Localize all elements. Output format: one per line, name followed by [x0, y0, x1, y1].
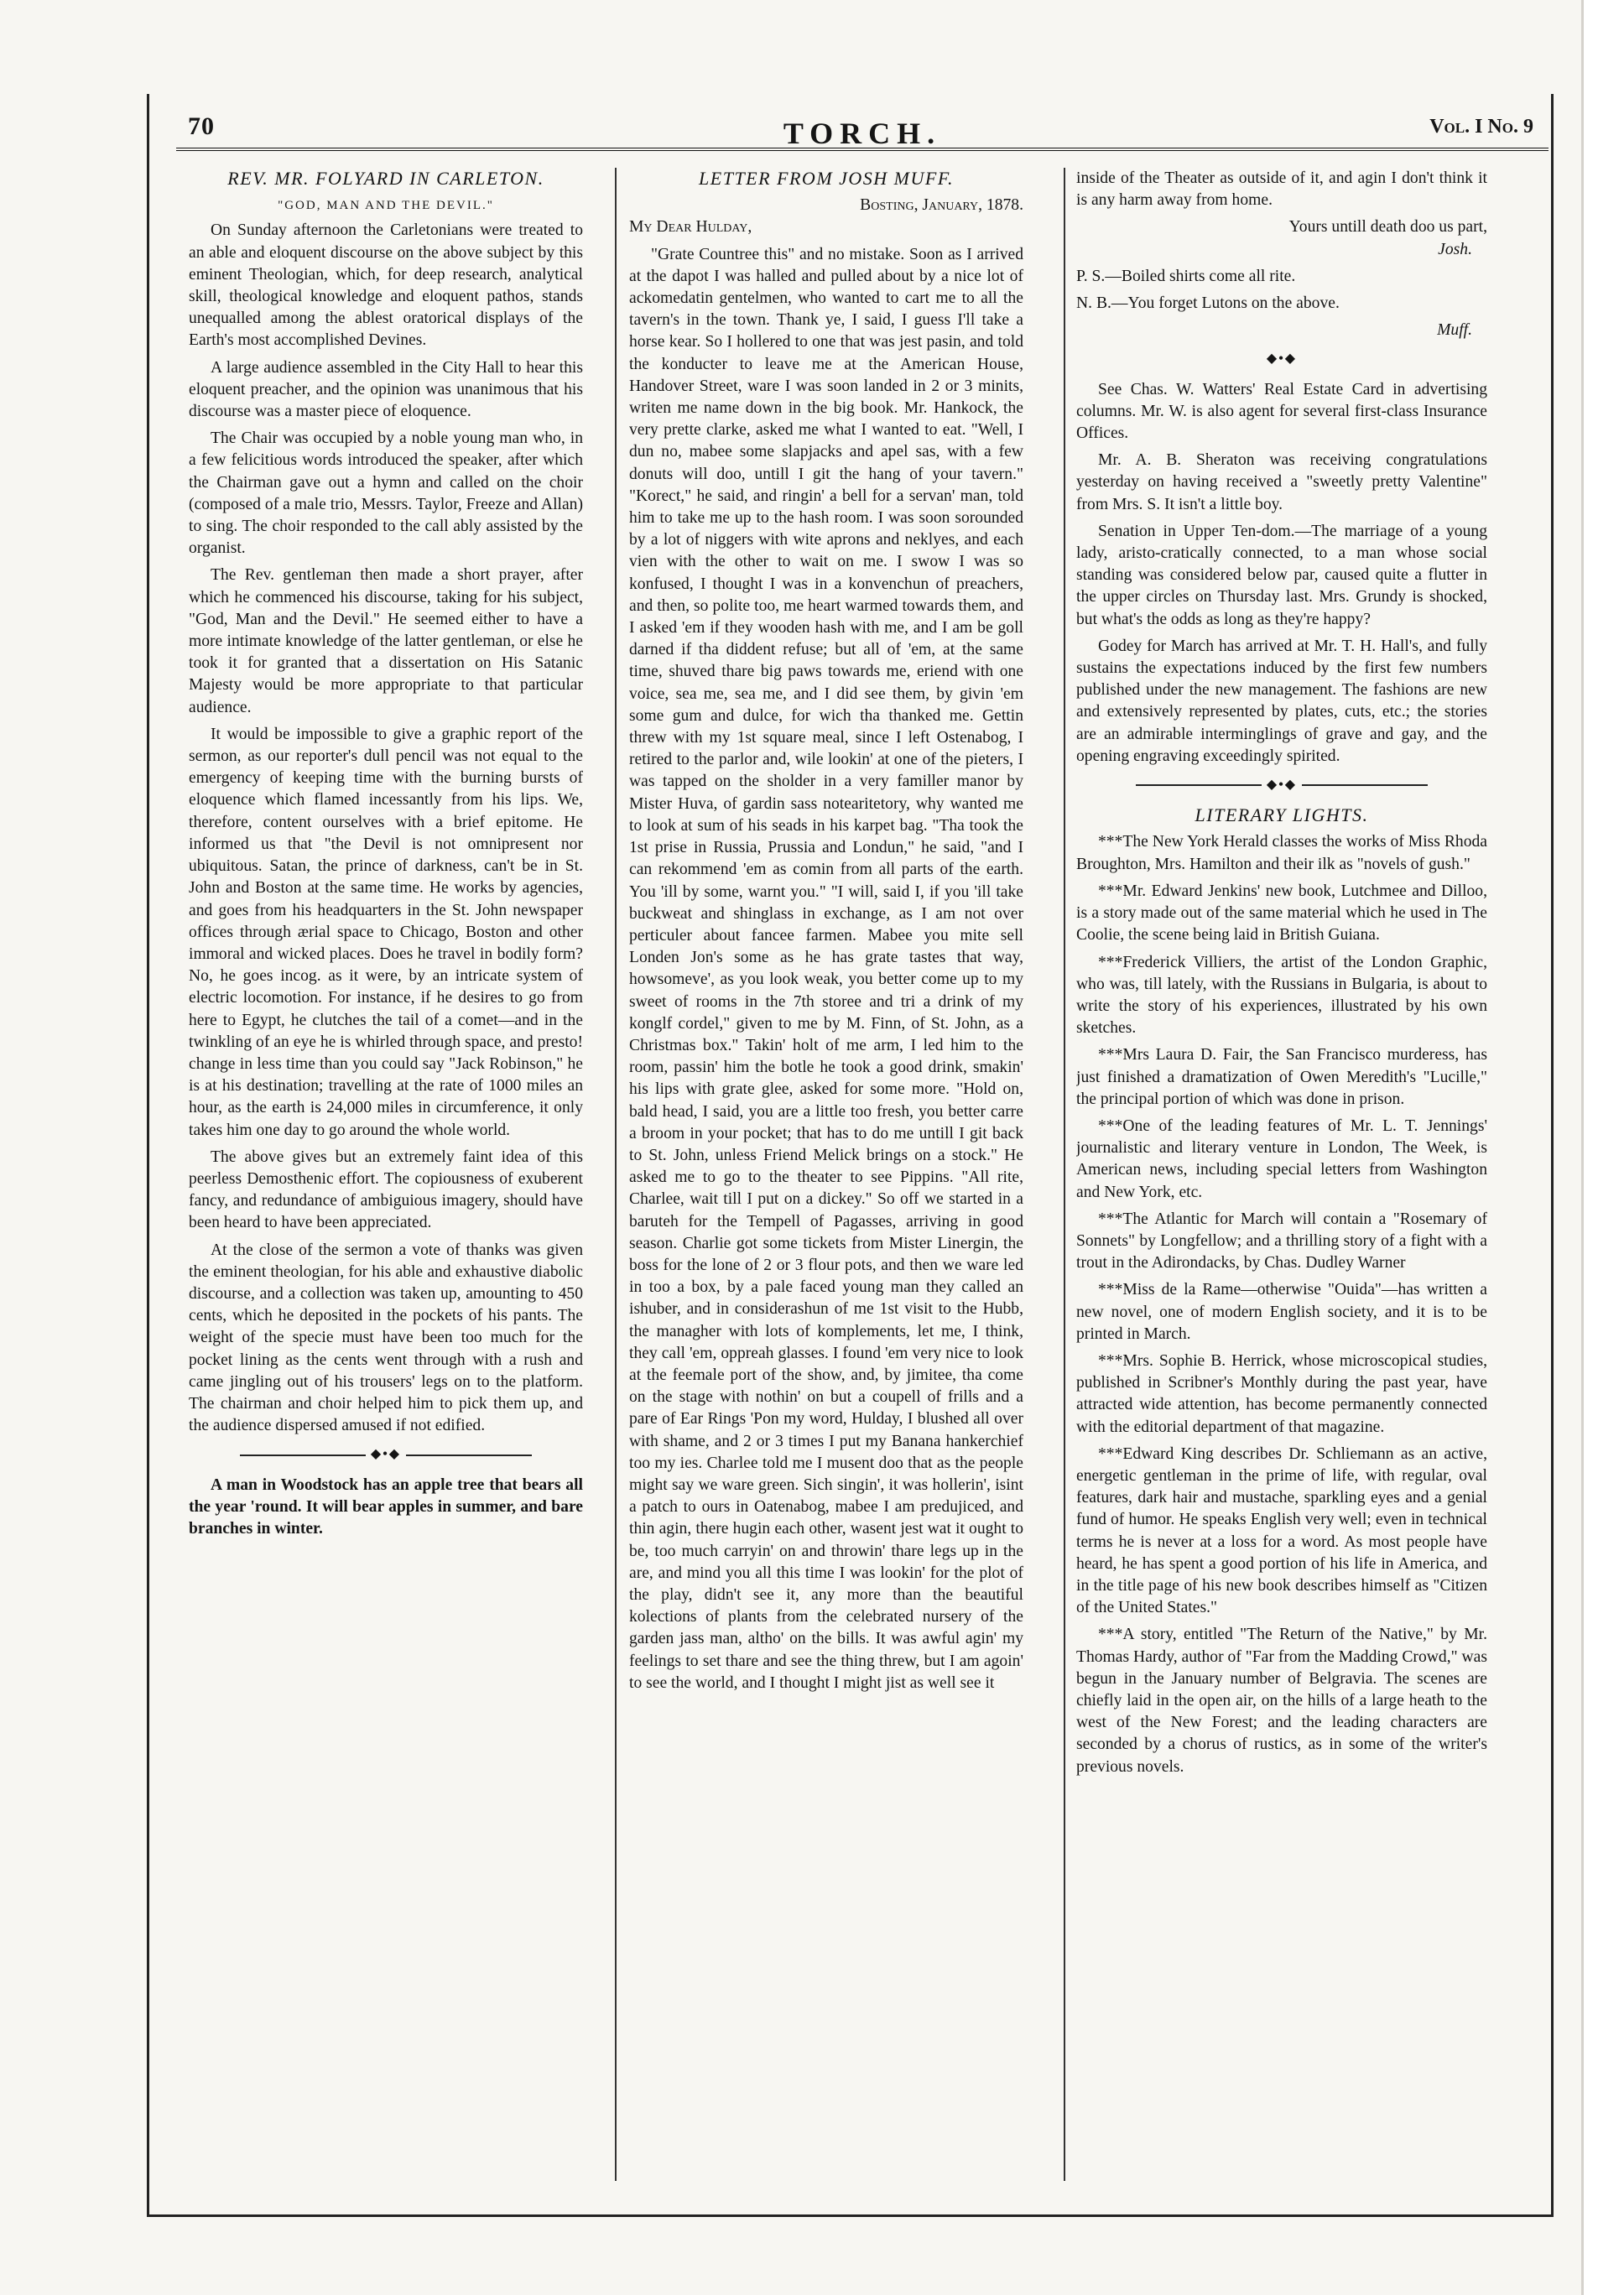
- salutation: My Dear Hulday,: [629, 218, 752, 237]
- paragraph: The above gives but an extremely faint idea of this peerless Demosthenic effort. The copiousness of exuberent fancy, and redundance of ambiguious imagery, should have been heard to have been appreciated.: [189, 1148, 583, 1232]
- woodstock-item: A man in Woodstock has an apple tree that bears all the year 'round. It will bear apples in summer, and bare branches in winter.: [189, 1475, 583, 1538]
- paragraph: At the close of the sermon a vote of thanks was given the eminent theologian, for his able and exhaustive diabolic discourse, and a collection was taken up, amounting to 450 cents, which he deposited in the pockets of his pants. The weight of the specie must have been too much for the pocket lining as the cents went through with a rush and came jingling out of his trousers' legs on to the platform. The chairman and choir helped him to pick them up, and the audience dispersed amused if not edified.: [189, 1241, 583, 1435]
- column-rule-1: [615, 168, 617, 2181]
- ornament-divider: ◆•◆: [189, 1444, 583, 1465]
- column-1: [189, 168, 583, 2189]
- notice: Senation in Upper Ten-dom.—The marriage of a young lady, aristo-cratically connected, to a man whose social standing was considered below par, caused quite a flutter in the upper circles on Thursday last. Mrs. Grundy is shocked, but what's the odds as long as they're happy?: [1076, 522, 1487, 628]
- article-subtitle: "GOD, MAN AND THE DEVIL.": [278, 199, 494, 213]
- article-title-josh-muff: LETTER FROM JOSH MUFF.: [699, 168, 954, 189]
- masthead: [176, 107, 1549, 151]
- paragraph: It would be impossible to give a graphic report of the sermon, as our reporter's dull pencil was not equal to the emergency of keeping time with the burning bursts of eloquence which flamed incessantly from his lips. We, therefore, content ourselves with a brief epitome. He informed us that "the Devil is not omnipresent nor ubiquitous. Satan, the prince of darkness, can't be in St. John and Boston at the same time. He works by agencies, and goes from his headquarters in the St. John newspaper offices through ærial space to Chicago, Boston and other immoral and wicked places. Does he travel in bodily form? No, he goes incog. as it were, by an intricate system of electric locomotion. For instance, if he desires to go from here to Egypt, he clutches the tail of a comet—and in the twinkling of an eye he is whirled through space, and presto! change in less time than you could say "Jack Robinson," he is at his destination; travelling at the rate of 1000 miles an hour, as the earth is 24,000 miles in circumference, it only takes him one day to go around the whole world.: [189, 725, 583, 1139]
- notice: Mr. A. B. Sheraton was receiving congratulations yesterday on having received a "sweetly pretty Valentine" from Mrs. S. It isn't a little boy.: [1076, 451, 1487, 513]
- literary-lights-title: LITERARY LIGHTS.: [1195, 804, 1369, 826]
- literary-item: ***One of the leading features of Mr. L. T. Jennings' journalistic and literary venture in London, The Week, is American news, including special letters from Washington and New York, etc.: [1076, 1116, 1487, 1201]
- scan-edge: [1581, 0, 1624, 2295]
- paragraph: The Chair was occupied by a noble young man who, in a few felicitious words introduced the speaker, after which the Chairman gave out a hymn and called on the choir (composed of a male trio, Messrs. Taylor, Freeze and Allan) to sing. The choir responded to the call ably assisted by the organist.: [189, 429, 583, 558]
- paper-title: TORCH.: [783, 117, 942, 150]
- nota-bene: N. B.—You forget Lutons on the above.: [1076, 294, 1340, 313]
- signature: Josh.: [1438, 240, 1472, 258]
- literary-item: ***Frederick Villiers, the artist of the London Graphic, who was, till lately, with the Russians in Bulgaria, is about to write the story of his experiences, illustrated by his own sketches.: [1076, 953, 1487, 1038]
- volume-number: Vol. I No. 9: [1429, 116, 1533, 138]
- paragraph: "Grate Countree this" and no mistake. Soon as I arrived at the dapot I was halled and pulled about by a nice lot of ackomedatin gentelmen, who wanted to cart me to all the tavern's in the town. Thank ye, I said, I guess I'll take a horse kear. So I hollered to one that was jest pasin, and told the konducter to leave me at the American House, Handover Street, ware I was soon landed in 2 or 3 minits, writen me name down in the big book. Mr. Hankock, the very prette clarke, asked me what I wanted to eat. "Well, I dun no, mabee some slapjacks and apel sas, with a few donuts will doo, untill I git the hang of your tavern." "Korect," he said, and ringin' a bell for a servan' man, told him to take me up to the hash room. I was soon sorounded by a lot of niggers with wite aprons and neklyes, and each vien with the other to wait on me. I swow I was so konfused, I thought I was in a konvenchun of preachers, and then, so polite too, me heart warmed towards them, and I asked 'em if they wooden hash with me, and I am be goll darned if tha diddent refuse; but all of 'em, at the same time, shuved thare big paws towards me, eriend with one voice, sea me, sea me, and I did see them, by givin 'em some gum and dulce, for wich tha thanked me. Gettin threw with my 1st square meal, since I left Ostenabog, I retired to the parlor and, wile lookin' at one of the pieters, I was tapped on the sholder in a very familler manor by Mister Huva, of gardin sass notearitetory, why wanted me to look at sum of his seads in his karpet bag. "Tha took the 1st prise in Russia, Prussia and Londun," he said, "and I can rekommend 'em as comin from all parts of the earth. You 'ill by some, warnt you." "I will, said I, if you 'ill take buckweat and shinglass in exchange, as I am not over perticuler about fancee farmen. Mabee you mite sell Londen Jon's some as he has grate tastes that way, howsomeve', as you look weak, you better come up to my sweet of rooms in the 7th storee and tri a drink of my konglf cordel," given to me by M. Finn, of St. John, as a Christmas box." Takin' holt of me arm, I led him to the room, passin' him the botle he took a good drink, smakin' his lips with grate glee, asked for some more. "Hold on, bald head, I said, you are a little too fresh, you better carre a broom in your pocket; that has to do me untill I git back to St. John, unless Friend Melick brings on a stock." He asked me to go to the theater to see Pippins. "All rite, Charlee, wait till I put on a dickey." So off we started in a baruteh for the Tempell of Pagasses, arriving in good season. Charlie got some tickets from Mister Linergin, the boss for the lone of 2 or 3 flour pots, and then we ware led in too a box, by a pale faced young man they called an ishuber, and in considerashun of me 1st visit to the Hubb, the managher with lots of komplements, let me, I think, they call 'em, oppreah glasses. I found 'em very nice to look at the feemale port of the show, and, by jimitee, tha come on the stage with nothin' on but a coupell of frills and a pare of Ear Rings 'Pon my word, Hulday, I blushed all over with shame, and 2 or 3 times I put my Banana hankerchief too my ies. Charlee told me I musent doo that as the people might say we ware green. Sich singin', it was hollerin', isint a patch to ours in Oatenabog, mabee I am predujiced, and thin agin, there hugin each other, wasent jest wat it ought to be, too much carryin' on and throwin' thare legs up in the are, and mind you all this time I was lookin' for the plot of the play, didn't see it, any more than the beautiful kolections of plants from the celebrated nursery of the garden jass man, altho' on the bills. It was awful agin' my feelings to set thare and see the thing threw, but I am agoin' to see the world, and I thought I might jist as well see it: [629, 245, 1023, 1692]
- dateline: Bosting, January, 1878.: [860, 196, 1023, 215]
- literary-item: ***A story, entitled "The Return of the Native," by Mr. Thomas Hardy, author of "Far from the Madding Crowd," was begun in the January number of Belgravia. The scenes are chiefly laid in the open air, on the hills of a large heath to the west of the New Forest; and the leading characters are seconded by a chorus of rustics, as in some of the writer's previous novels.: [1076, 1626, 1487, 1776]
- signature-muff: Muff.: [1437, 321, 1472, 340]
- ornament-divider: ◆•◆: [1076, 774, 1487, 796]
- valediction: Yours untill death doo us part,: [1288, 218, 1487, 237]
- column-3: [1076, 168, 1487, 2189]
- notice: Godey for March has arrived at Mr. T. H. Hall's, and fully sustains the expectations induced by the first few numbers published under the new management. The fashions are new and extensively represented by plates, cuts, etc.; the stories are an admirable interminglings of grave and gay, and the opening engraving exceedingly spirited.: [1076, 637, 1487, 765]
- literary-item: ***The Atlantic for March will contain a "Rosemary of Sonnets" by Longfellow; and a thrilling story of a fight with a trout in the Adirondacks, by Chas. Dudley Warner: [1076, 1210, 1487, 1272]
- paragraph: On Sunday afternoon the Carletonians were treated to an able and eloquent discourse on the above subject by this eminent Theologian, which, for deep research, analytical skill, theological knowledge and eloquent pathos, stands unequalled among the ablest oratorical displays of the Earth's most accomplished Devines.: [189, 221, 583, 350]
- ornament-divider: ◆•◆: [1266, 351, 1298, 367]
- postscript: P. S.—Boiled shirts come all rite.: [1076, 267, 1296, 285]
- column-rule-2: [1064, 168, 1065, 2181]
- paragraph: The Rev. gentleman then made a short prayer, after which he commenced his discourse, taking for his subject, "God, Man and the Devil." He seemed either to have a more intimate knowledge of the latter gentleman, or else he took it for granted that a dissertation on His Satanic Majesty would be more appropriate to that particular audience.: [189, 566, 583, 716]
- paragraph: A large audience assembled in the City Hall to hear this eloquent preacher, and the opinion was unanimous that his discourse was a master piece of eloquence.: [189, 358, 583, 421]
- column-2: [629, 168, 1023, 2189]
- notice: See Chas. W. Watters' Real Estate Card in advertising columns. Mr. W. is also agent for several first-class Insurance Offices.: [1076, 380, 1487, 443]
- literary-item: ***Mr. Edward Jenkins' new book, Lutchmee and Dilloo, is a story made out of the same material which he used in The Coolie, the scene being laid in British Guiana.: [1076, 882, 1487, 945]
- literary-item: ***Mrs Laura D. Fair, the San Francisco murderess, has just finished a dramatization of Owen Meredith's "Lucille," the principal portion of which was done in prison.: [1076, 1046, 1487, 1108]
- letter-close: inside of the Theater as outside of it, and agin I don't think it is any harm away from home.: [1076, 169, 1487, 210]
- literary-item: ***Mrs. Sophie B. Herrick, whose microscopical studies, published in Scribner's Monthly during the past year, have attracted wide attention, has become permanently connected with the editorial department of that magazine.: [1076, 1351, 1487, 1436]
- article-title-folyard: REV. MR. FOLYARD IN CARLETON.: [227, 168, 544, 189]
- literary-item: ***The New York Herald classes the works of Miss Rhoda Broughton, Mrs. Hamilton and their ilk as "novels of gush.": [1076, 833, 1487, 873]
- page-number: 70: [188, 112, 215, 140]
- literary-item: ***Miss de la Rame—otherwise "Ouida"—has written a new novel, one of modern English society, and it is to be printed in March.: [1076, 1281, 1487, 1343]
- literary-item: ***Edward King describes Dr. Schliemann as an active, energetic gentleman in the prime of life, with regular, oval features, dark hair and mustache, sparkling eyes and a genial fund of humor. He speaks English very well; even in technical terms he is never at a loss for a word. As most people have heard, he has spent a good portion of his life in America, and in the title page of his new book describes himself as "Citizen of the United States.": [1076, 1444, 1487, 1617]
